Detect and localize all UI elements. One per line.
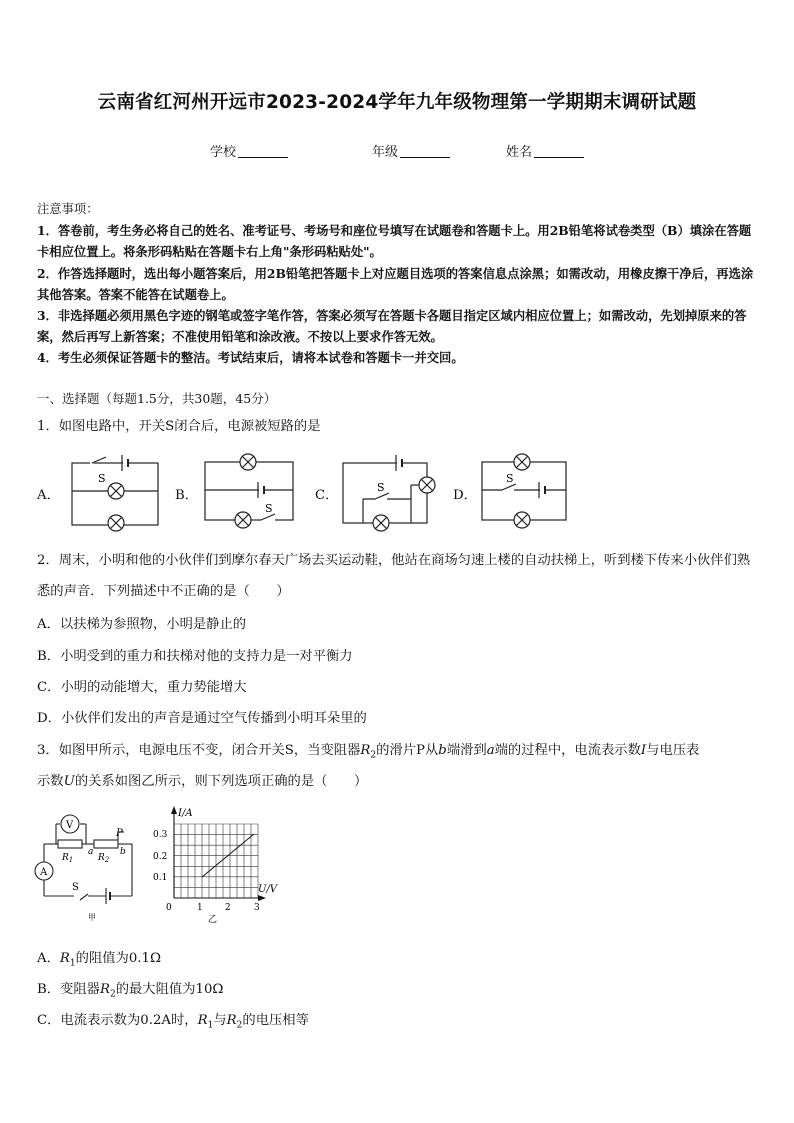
q2-stem: 2．周末，小明和他的小伙伴们到摩尔春天广场去买运动鞋，他站在商场匀速上楼的自动扶梯上，听到楼下传来小伙伴们熟悉的声音．下列描述中不正确的是（ ） (37, 553, 751, 599)
svg-text:I/A: I/A (178, 808, 193, 819)
q2-option-d[interactable]: D．小伙伴们发出的声音是通过空气传播到小明耳朵里的 (37, 711, 367, 726)
notice-block (37, 199, 759, 369)
q1-option-b[interactable]: B． (175, 488, 199, 503)
svg-text:S: S (72, 882, 79, 893)
switch-label: S (98, 472, 106, 485)
circuit-diagram-d (480, 452, 570, 530)
svg-text:a: a (88, 847, 94, 857)
page-title: 云南省红河州开远市2023-2024学年九年级物理第一学期期末调研试题 (97, 92, 697, 113)
svg-text:0.3: 0.3 (153, 830, 168, 840)
q2-option-c[interactable]: C．小明的动能增大，重力势能增大 (37, 680, 247, 695)
q3-option-b[interactable]: B．变阻器$R_2$的最大阻值为10Ω (37, 982, 224, 1000)
svg-text:S: S (506, 472, 514, 485)
q3-stem-line1: 3．如图甲所示，电源电压不变，闭合开关S，当变阻器$R_2$的滑片P从b端滑到a端的过程中，电流表示数I与电压表 (37, 743, 700, 761)
svg-text:乙: 乙 (208, 915, 218, 925)
q1-option-c[interactable]: C． (315, 488, 339, 503)
grade-label: 年级 (372, 145, 399, 160)
circuit-diagram-b (203, 452, 297, 530)
svg-text:R2: $R_2$ (98, 853, 110, 864)
grade-blank[interactable] (400, 145, 450, 158)
notice-item: 2．作答选择题时，选出每小题答案后，用2B铅笔把答题卡上对应题目选项的答案信息点涂黑；如需改动，用橡皮擦干净后，再选涂其他答案。答案不能答在试题卷上。 (37, 265, 754, 302)
q3-graph (150, 802, 285, 926)
notice-item: 3．非选择题必须用黑色字迹的钢笔或签字笔作答，答案必须写在答题卡各题目指定区域内相应位置上；如需改动，先划掉原来的答案，然后再写上新答案；不准使用铅笔和涂改液。不按以上要求作答无效。 (37, 308, 747, 345)
svg-text:0.1: 0.1 (153, 873, 168, 883)
notice-heading: 注意事项： (37, 202, 99, 216)
q2-option-a[interactable]: A．以扶梯为参照物，小明是静止的 (37, 617, 247, 632)
circuit-diagram-a (70, 455, 162, 535)
svg-text:2: 2 (225, 903, 231, 913)
name-label: 姓名 (506, 145, 533, 160)
notice-item: 1．答卷前，考生务必将自己的姓名、准考证号、考场号和座位号填写在试题卷和答题卡上。用2B铅笔将试卷类型（B）填涂在答题卡相应位置上。将条形码粘贴在答题卡右上角"条形码粘贴处"。 (37, 223, 752, 260)
name-blank[interactable] (534, 145, 584, 158)
q2-option-b[interactable]: B．小明受到的重力和扶梯对他的支持力是一对平衡力 (37, 649, 353, 664)
notice-item: 4．考生必须保证答题卡的整洁。考试结束后，请将本试卷和答题卡一并交回。 (37, 350, 464, 366)
q3-option-c[interactable]: C．电流表示数为0.2A时，$R_1$与$R_2$的电压相等 (37, 1013, 309, 1031)
name-field[interactable] (506, 141, 584, 160)
svg-text:V: V (66, 820, 74, 831)
svg-text:P: P (116, 828, 123, 839)
svg-text:0: 0 (166, 903, 172, 913)
svg-text:U/V: U/V (258, 884, 278, 895)
school-blank[interactable] (238, 145, 288, 158)
circuit-diagram-c (341, 455, 441, 533)
q3-circuit-diagram (34, 808, 144, 926)
svg-text:A: A (40, 867, 48, 878)
svg-text:1: 1 (197, 903, 203, 913)
svg-text:R1: $R_1$ (62, 853, 74, 864)
svg-text:甲: 甲 (88, 913, 96, 922)
svg-text:S: S (265, 502, 273, 515)
grade-field[interactable] (372, 141, 450, 160)
school-label: 学校 (210, 145, 237, 160)
q1-stem: 1．如图电路中，开关S闭合后，电源被短路的是 (37, 419, 321, 434)
q1-option-a[interactable]: A． (37, 488, 60, 503)
q1-option-d[interactable]: D． (453, 488, 477, 503)
svg-text:3: 3 (254, 903, 260, 913)
svg-text:S: S (377, 481, 385, 494)
svg-text:b: b (120, 847, 126, 857)
q3-option-a[interactable]: A．$R_1$的阻值为0.1Ω (37, 951, 162, 969)
school-field[interactable] (210, 141, 288, 160)
svg-text:0.2: 0.2 (153, 852, 168, 862)
section-heading: 一、选择题（每题1.5分，共30题，45分） (37, 391, 277, 406)
q3-stem-line2: 示数U的关系如图乙所示，则下列选项正确的是（ ） (37, 774, 368, 789)
